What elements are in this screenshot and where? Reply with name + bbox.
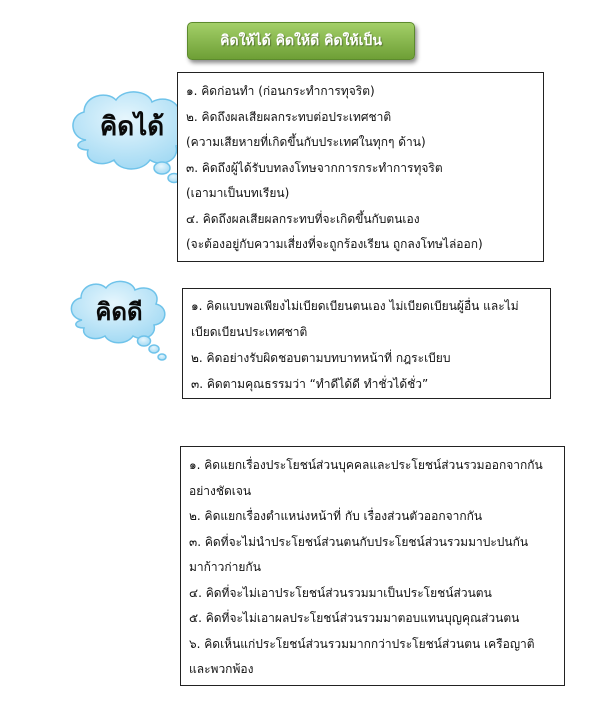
list-item: (จะต้องอยู่กับความเสี่ยงที่จะถูกร้องเรียน ถูกลงโทษไล่ออก) bbox=[186, 237, 483, 251]
list-item: ๔. คิดถึงผลเสียผลกระทบที่จะเกิดขึ้นกับตนเอง bbox=[186, 211, 420, 226]
banner-title: คิดให้ได้ คิดให้ดี คิดให้เป็น bbox=[220, 33, 382, 49]
list-item: ๒. คิดแยกเรื่องตำแหน่งหน้าที่ กับ เรื่องส่วนตัวออกจากกัน bbox=[189, 509, 483, 523]
title-banner bbox=[187, 22, 415, 60]
list-item: ๕. คิดที่จะไม่เอาผลประโยชน์ส่วนรวมมาตอบแทนบุญคุณส่วนตน bbox=[189, 611, 520, 625]
list-item: ๒. คิดถึงผลเสียผลกระทบต่อประเทศชาติ bbox=[186, 109, 392, 124]
cloud-label-think-good: คิดดี bbox=[95, 298, 143, 326]
list-item: ๓. คิดถึงผู้ได้รับบทลงโทษจากการกระทำการทุจริต bbox=[186, 160, 443, 175]
list-item: ๑. คิดแบบพอเพียงไม่เบียดเบียนตนเอง ไม่เบียดเบียนผู้อื่น และไม่ bbox=[191, 299, 519, 313]
list-item: (ความเสียหายที่เกิดขึ้นกับประเทศในทุกๆ ด้าน) bbox=[186, 135, 426, 149]
list-item: มาก้าวก่ายกัน bbox=[189, 560, 261, 574]
list-item: และพวกพ้อง bbox=[189, 662, 254, 676]
list-item: ๒. คิดอย่างรับผิดชอบตามบทบาทหน้าที่ กฎระเบียบ bbox=[191, 351, 451, 365]
list-item: ๑. คิดก่อนทำ (ก่อนกระทำการทุจริต) bbox=[186, 84, 375, 98]
list-item: ๑. คิดแยกเรื่องประโยชน์ส่วนบุคคลและประโยชน์ส่วนรวมออกจากกัน bbox=[189, 458, 543, 472]
list-item: อย่างชัดเจน bbox=[189, 483, 252, 498]
think-right-box bbox=[180, 446, 565, 686]
list-item: (เอามาเป็นบทเรียน) bbox=[186, 186, 290, 200]
list-item: ๖. คิดเห็นแก่ประโยชน์ส่วนรวมมากกว่าประโยชน์ส่วนตน เครือญาติ bbox=[189, 636, 535, 651]
list-item: ๔. คิดที่จะไม่เอาประโยชน์ส่วนรวมมาเป็นประโยชน์ส่วนตน bbox=[189, 585, 492, 600]
list-item: ๓. คิดที่จะไม่นำประโยชน์ส่วนตนกับประโยชน์ส่วนรวมมาปะปนกัน bbox=[189, 534, 529, 549]
cloud-label-think-get: คิดได้ bbox=[99, 112, 165, 142]
think-get-box bbox=[177, 72, 544, 262]
think-good-box bbox=[182, 288, 551, 399]
list-item: ๓. คิดตามคุณธรรมว่า “ทำดีได้ดี ทำชั่วได้ชั่ว” bbox=[191, 377, 429, 391]
list-item: เบียดเบียนประเทศชาติ bbox=[191, 325, 308, 339]
cloud-think-good bbox=[64, 278, 174, 364]
